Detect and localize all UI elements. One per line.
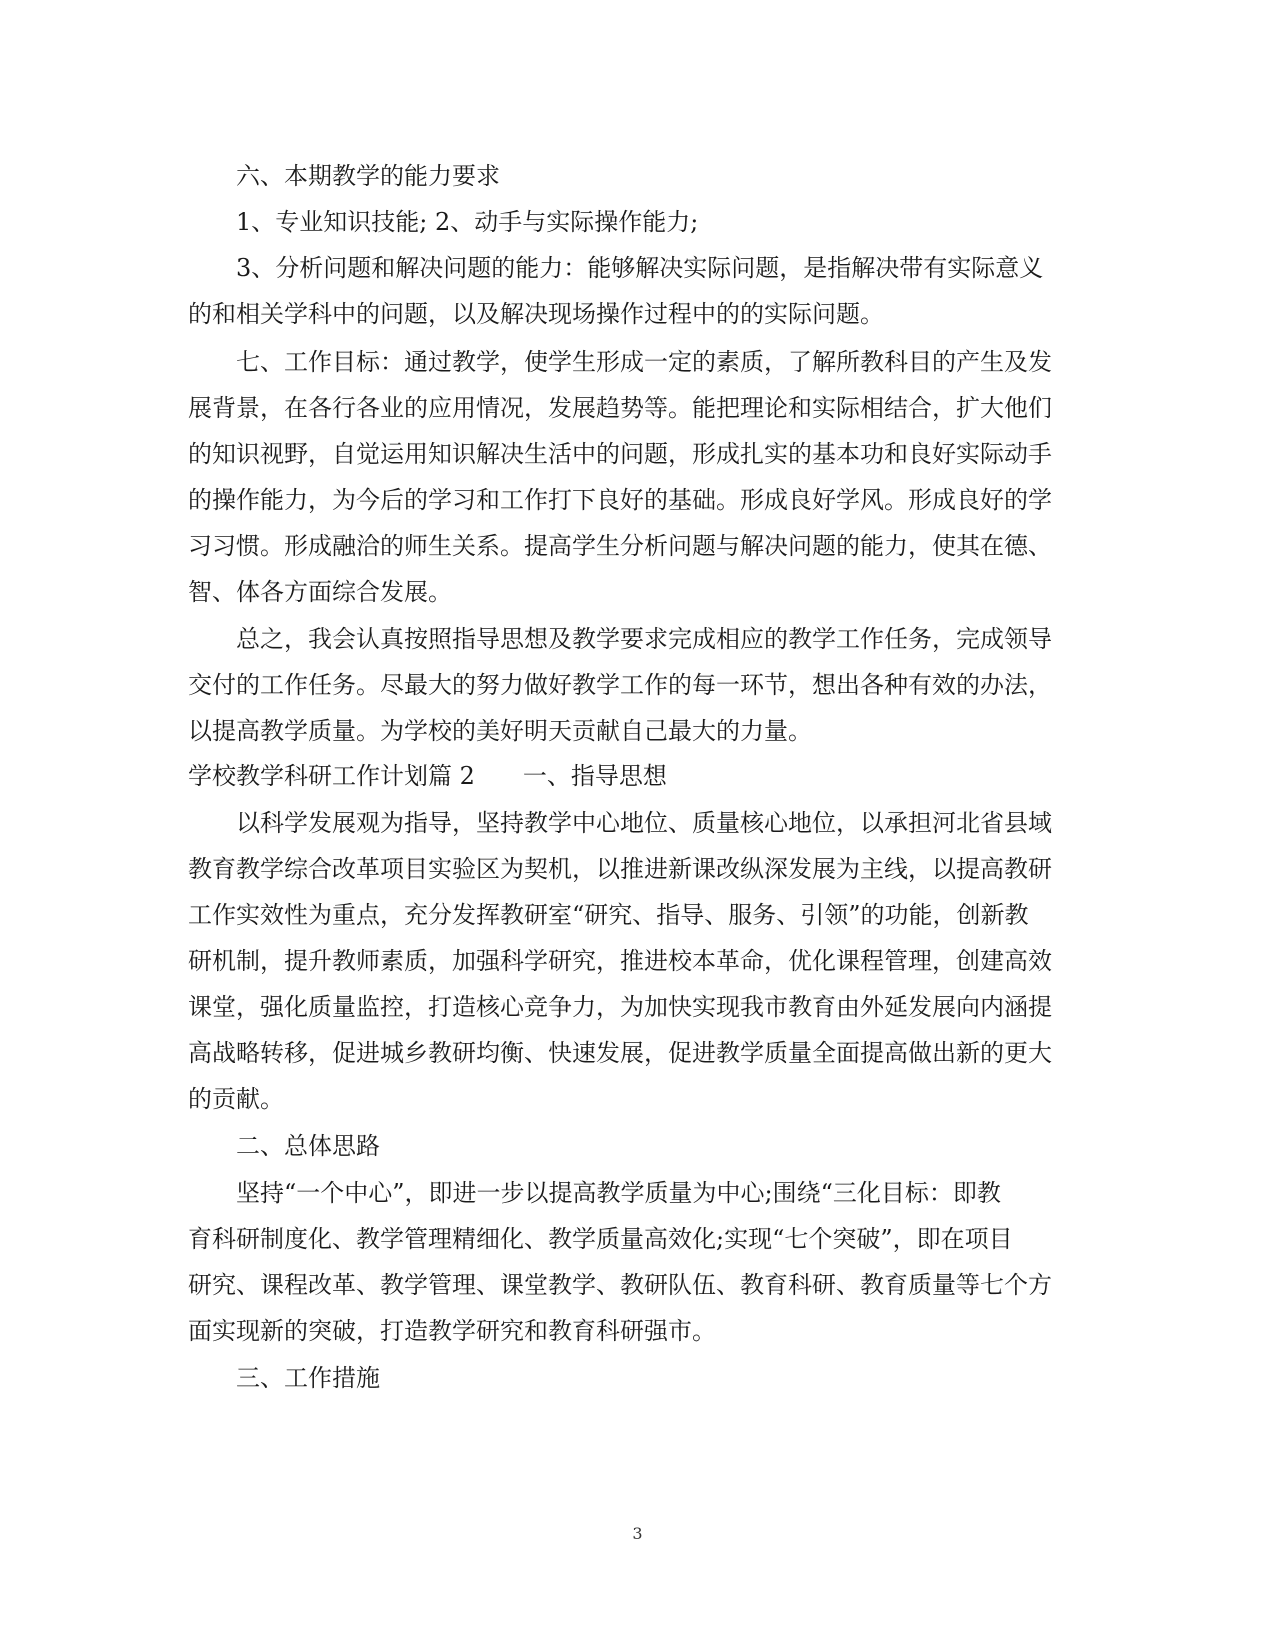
article-title-line: 学校教学科研工作计划篇 2 一、指导思想: [188, 762, 667, 790]
paragraph-line: 育科研制度化、教学管理精细化、教学质量高效化;实现“七个突破”，即在项目: [188, 1225, 1013, 1253]
paragraph-line: 交付的工作任务。尽最大的努力做好教学工作的每一环节，想出各种有效的办法，: [188, 671, 1052, 699]
paragraph-line: 工作实效性为重点，充分发挥教研室“研究、指导、服务、引领”的功能，创新教: [188, 901, 1029, 929]
section-heading-6: 六、本期教学的能力要求: [236, 162, 500, 190]
paragraph-line: 习习惯。形成融洽的师生关系。提高学生分析问题与解决问题的能力，使其在德、: [188, 532, 1052, 560]
paragraph-line: 3、分析问题和解决问题的能力：能够解决实际问题，是指解决带有实际意义: [236, 254, 1044, 282]
paragraph-line: 的操作能力，为今后的学习和工作打下良好的基础。形成良好学风。形成良好的学: [188, 486, 1052, 514]
paragraph-line: 高战略转移，促进城乡教研均衡、快速发展，促进教学质量全面提高做出新的更大: [188, 1039, 1052, 1067]
paragraph-line: 展背景，在各行各业的应用情况，发展趋势等。能把理论和实际相结合，扩大他们: [188, 394, 1052, 422]
paragraph-line: 以提高教学质量。为学校的美好明天贡献自己最大的力量。: [188, 717, 812, 745]
paragraph-line: 教育教学综合改革项目实验区为契机，以推进新课改纵深发展为主线，以提高教研: [188, 855, 1052, 883]
paragraph-line: 的和相关学科中的问题，以及解决现场操作过程中的的实际问题。: [188, 300, 884, 328]
section-heading-7: 七、工作目标：通过教学，使学生形成一定的素质，了解所教科目的产生及发: [236, 348, 1052, 376]
page-number: 3: [632, 1524, 643, 1543]
section-heading-2: 二、总体思路: [236, 1132, 380, 1160]
paragraph-line: 1、专业知识技能; 2、动手与实际操作能力;: [236, 208, 699, 236]
paragraph-line: 以科学发展观为指导，坚持教学中心地位、质量核心地位，以承担河北省县域: [236, 809, 1052, 837]
paragraph-line: 研机制，提升教师素质，加强科学研究，推进校本革命，优化课程管理，创建高效: [188, 947, 1052, 975]
paragraph-line: 坚持“一个中心”，即进一步以提高教学质量为中心;围绕“三化目标：即教: [236, 1179, 1001, 1207]
paragraph-line: 课堂，强化质量监控，打造核心竞争力，为加快实现我市教育由外延发展向内涵提: [188, 993, 1052, 1021]
paragraph-line: 的知识视野，自觉运用知识解决生活中的问题，形成扎实的基本功和良好实际动手: [188, 440, 1052, 468]
paragraph-line: 研究、课程改革、教学管理、课堂教学、教研队伍、教育科研、教育质量等七个方: [188, 1271, 1052, 1299]
paragraph-line: 的贡献。: [188, 1085, 284, 1113]
section-heading-3: 三、工作措施: [236, 1364, 380, 1392]
paragraph-line: 面实现新的突破，打造教学研究和教育科研强市。: [188, 1317, 716, 1345]
paragraph-line: 智、体各方面综合发展。: [188, 578, 452, 606]
paragraph-line: 总之，我会认真按照指导思想及教学要求完成相应的教学工作任务，完成领导: [236, 625, 1052, 653]
